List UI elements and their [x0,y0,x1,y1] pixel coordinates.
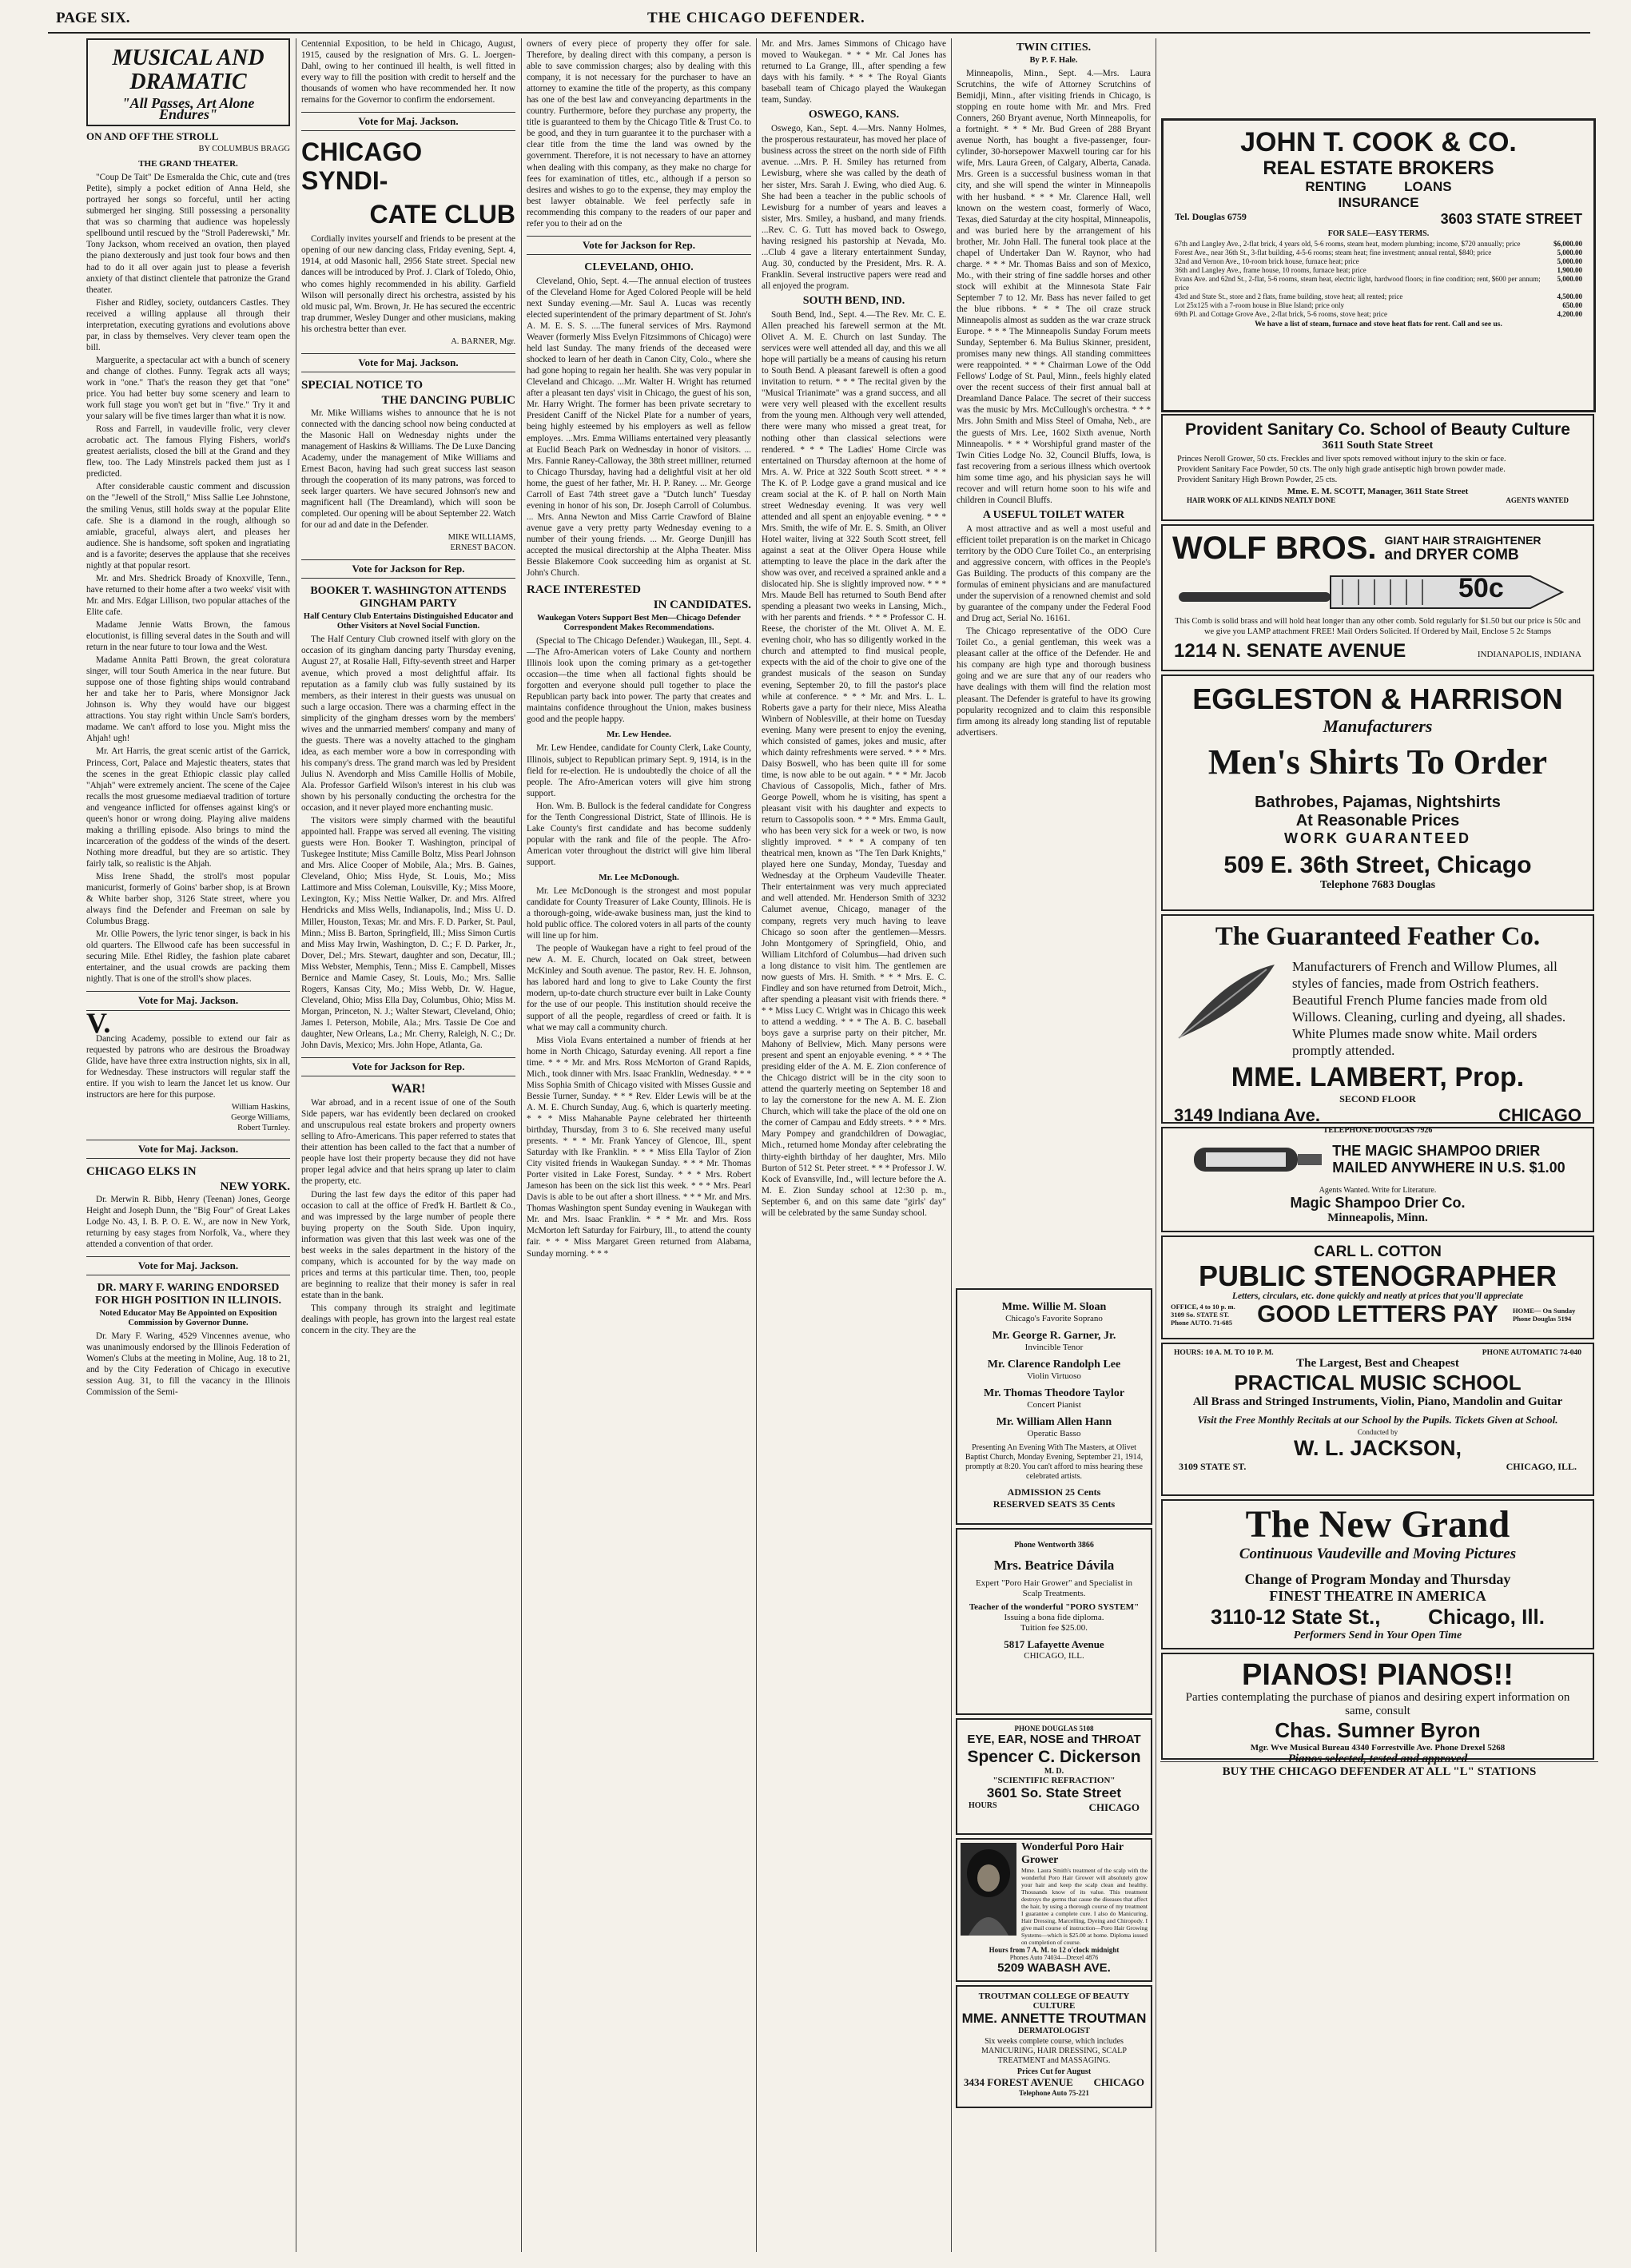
ad-body: This Comb is solid brass and will hold heat longer than any other comb. Sold regularly for $1.50 but our price is 50c and we give you LAMP attachment FREE! Mail Orders Solicited. If Ordered by Mail, Enclose 5 2c Stamps [1175,617,1581,636]
plume-illustration [1171,958,1283,1046]
performer-name: Mme. Willie M. Sloan [1001,1301,1107,1313]
paragraph: Mr. Lee McDonough is the strongest and most popular candidate for County Treasurer of Lake County, Illinois. He is a thorough-going, wide-awake business man, just the kind to hold public office. The colored voters in all parts of the county will line up for him. [527,886,751,941]
comb-icon [1179,568,1577,615]
ad-line: FINEST THEATRE IN AMERICA [1269,1588,1486,1604]
city: CHICAGO, ILL. [1024,1651,1084,1661]
phone-number: Telephone Auto 75-221 [1019,2089,1089,2097]
paper-title: THE CHICAGO DEFENDER. [647,10,865,26]
performer-name: Mr. George R. Garner, Jr. [992,1330,1116,1342]
phone-number: Telephone 7683 Douglas [1319,879,1436,891]
product-tag: and DRYER COMB [1384,546,1519,563]
signature: William Haskins, [231,1102,290,1112]
article-headline: CLEVELAND, OHIO. [584,261,694,273]
paragraph: This company through its straight and legitimate dealings with people, has grown into the largest real estate concern in the city. They are the [301,1303,515,1336]
listing-row [1175,266,1582,275]
ad-line: SECOND FLOOR [1339,1093,1416,1104]
listing-row [1175,301,1582,310]
signature: A. BARNER, Mgr. [451,336,515,346]
signature: George Williams, [231,1112,290,1122]
business-name: Spencer C. Dickerson [967,1748,1141,1766]
ad-line: REAL ESTATE BROKERS [1263,157,1494,179]
headline-fragment: V. [86,1006,111,1039]
subhead: Mr. Lew Hendee. [607,730,671,740]
paragraph: Cleveland, Ohio, Sept. 4.—The annual election of trustees of the Cleveland Home for Aged Colored People will be held next Sunday evening.—Mr. Saul A. Lucas was recently elected superintendent of the primary department of St. John's A. M. E. S. S. ....The funeral services of Mrs. Raymond Weaver (formerly Miss Evelyn Fitzsimmons of Chicago) were held last Sunday. The many friends of the deceased were shocked to learn of her death in Canon City, Colo., where she had gone hoping to regain her health. She was very popular in Cleveland and Chicago. ...Mr. Walter H. Wright has returned after a pleasant ten days' visit in Chicago, the guest of his son, Mr. Harry Wright. The former has been private secretary to President Caniff of the Nickel Plate for a number of years, being highly esteemed by his employers as well as fellow employes. ...Mrs. Emma Williams entertained very pleasantly at Euclid Beach Park on Wednesday in honor of visitors. ... Mrs. Fannie Raney-Calloway, the 38th street milliner, returned to Chicago Thursday, having had a delightful visit at her old home, the guest of her father, Mr. H. P. Raney. ... Mr. George Carroll of East 74th street gave a "Dutch lunch" Tuesday evening in honor of his son, Dr. Joseph Carroll of Columbus. ... Mrs. Anna Newton and Miss Carrie Crawford of Blaine avenue gave a very pretty party Wednesday evening to a number of their young friends. ... Mr. George Dunjill has accepted the musical directorship at the Alpha Theater. Miss Bessie Blakemore Cook succeeding him as organist at St. John's Church. [527,276,751,579]
page-number: PAGE SIX. [56,10,130,26]
ad-body: Manufacturers of French and Willow Plumes, all styles of fancies, made from Ostrich feathers. Beautiful French Plume fancies made from old Willows. Cleaning, curling and dyeing, all shades. White Plumes made snow white. Mail orders promptly attended. [1292,959,1566,1058]
paragraph: Minneapolis, Minn., Sept. 4.—Mrs. Laura Scrutchins, the wife of Attorney Scrutchins of Bemidji, Minn., after visiting friends in Chicago, is stopping en route home with Mr. and Mrs. Fred Conners, 260 Bryant avenue, North Minneapolis, for a fortnight. * * * Mr. Bud Green of 288 Bryant avenue North, has bought a five-passenger, four-cylinder, 30-horsepower Maxwell touring car for his wife, Mrs. Laura Green, of Calgary, Alberta, Canada. Mrs. Green is a successful business woman in that city, and she will spend the winter in Minneapolis with her husband. * * * Mr. Clarence Hall, well known on the western coast, formerly of Waco, Texas, died Saturday at the city hospital, Minneapolis, and was buried here by the arrangement of his brother, Mr. John Hall. The funeral took place at the chapel of Undertaker Dan W. Raynor, who had charge. * * * Mr. Thomas Baiss and son of Mexico, Mo., with their string of fine saddle horses and other stock will exhibit at the Minnesota State Fair September 7 to 12. Mr. Bass has never failed to get the blue ribbons. * * * The oil craze struck Minneapolis almost as sudden as the war craze struck Europe. * * * The Minneapolis Sunday Forum meets Sunday, September 6. Ma Bulius Skinner, president, promises many new things. All standing committees were reappointed. * * * Chairman Lowe of the Odd Fellows' Lodge of St. Paul, Minn., feels highly elated over the recent success of their first annual ball at Dreamland Dance Palace. The secret of their success was the music by Mrs. McCullough's orchestra. * * * Mrs. John Smith and Miss Steel of Omaha, Neb., are the guests of Mrs. Lee, 1602 Sixth avenue, North Minneapolis. * * * Worshipful grand master of the Twin Cities Lodge No. 32, Council Bluffs, Iowa, is fast recovering from a serious illness which overtook him some time ago, and his physician says he will recover and will return home soon to his wife and children in Council Bluffs. [957,69,1151,505]
phone-number: TELEPHONE DOUGLAS 7926 [1323,1126,1433,1135]
bottom-slogan: BUY THE CHICAGO DEFENDER AT ALL "L" STATIONS [1160,1761,1598,1779]
contact-row [1164,211,1593,228]
paragraph: (Special to The Chicago Defender.) Waukegan, Ill., Sept. 4.—The Afro-American voters of Lake County and northern Illinois look upon the coming primary as a get-together occasion—the time when all factional fights should be forgotten and everyone should pull together to place the Republican party back into power. The party that creates and maintains confidence throughout the Union, makes business good and the people happy. [527,636,751,725]
address: 509 E. 36th Street, Chicago [1223,852,1532,878]
performer-role: Concert Pianist [1027,1400,1081,1410]
listing-row [1175,240,1582,249]
product-line: Provident Sanitary High Brown Powder, 25 cts. [1177,475,1338,484]
paragraph: Fisher and Ridley, society, outdancers Castles. They received a willing applause all through their interpretation, executing gyrations and evolutions above par, in class by themselves. Very clever team open the bill. [86,297,290,352]
brand-name: THE MAGIC SHAMPOO DRIER [1332,1143,1541,1159]
business-name: WOLF BROS. [1172,531,1377,566]
section-header [86,38,290,126]
listing-price: 5,000.00 [1557,257,1582,265]
ad-body: Six weeks complete course, which includes MANICURING, HAIR DRESSING, SCALP TREATMENT and MASSAGING. [981,2037,1127,2065]
masthead [56,0,1574,30]
ad-body: Mme. Laura Smith's treatment of the scalp with the wonderful Poro Hair Grower will absolutely grow your hair and keep the scalp clean and healthy. Thousands know of its value. This treatment destroys the germs that cause the diseases that affect the hair, by using a thorough course of my treatment I guarantee a complete cure. I also do Manicuring, Hair Dressing, Marcelling, Dyeing and Chiropody. I give mail course of instruction—Poro Hair Growing Systems—which is $25.00 at home. Diploma issued on completion of course. [1021,1867,1148,1946]
ad-line: Manufacturers [1323,716,1433,736]
credential: M. D. [1044,1767,1064,1776]
listing-description: 32nd and Vernon Ave., 10-room brick house, furnace heat; price [1175,257,1359,265]
subhead: THE GRAND THEATER. [138,159,238,169]
ad-line: Prices Cut for August [1016,2067,1092,2076]
city: CHICAGO [1093,2076,1144,2088]
ad-footer: HAIR WORK OF ALL KINDS NEATLY DONE [1187,496,1336,504]
vote-notice: Vote for Jackson for Rep. [527,236,751,255]
subhead: Mr. Lee McDonough. [599,873,679,882]
business-name: JOHN T. COOK & CO. [1240,127,1517,157]
byline: BY COLUMBUS BRAGG [198,145,290,154]
pianos-ad [1161,1653,1594,1765]
business-name: PUBLIC STENOGRAPHER [1198,1259,1557,1292]
article-headline: CHICAGO ELKS IN [86,1164,197,1178]
paragraph: South Bend, Ind., Sept. 4.—The Rev. Mr. C. E. Allen preached his farewell sermon at the Mt. Olivet A. M. E. Church on last Sunday. The services were well attended all day, and this we all hope will partially be a means of causing his return to South Bend. A pleasant farewell is often a good invitation to return. * * * The recital given by the "Musical Trianimate" was a grand success, and all were very well pleased with the excellent results from the young men. Although very well attended, there were many who missed a great treat, for nothing other than classical selections were rendered. * * * The Ladies' Home Circle was entertained on Thursday afternoon at the home of Mrs. A. W. Price at 322 South Scott street. * * * The K. of P. Lodge gave a grand musical and ice cream social at the K. of P. hall on North Main street Wednesday evening. It was very well attended and all spent an enjoyable evening. * * * Mrs. Smith, the wife of Mr. E. S. Smith, an Oliver Hotel waiter, living at 322 South Scott street, fell against a seat at the Oliver Opera House while attempting to leave the place in the dark after the show was over, and received a sprained ankle and a dislocated hip. She is slightly improved now. * * * Mrs. Maude Bell has returned to South Bend after spending a pleasant two weeks in Lansing, Mich., with her parents and friends. * * * Professor C. H. Reese, the chorister of the Mt. Olivet A. M. E. evening choir, who has so diligently worked in the church and attempted to find musical people, expects with the aid of the choir to give one of the grandest musicals of the season on Sunday evening, September 20, to fill the pastor's place while at conference. * * * Mr. and Mrs. L. L. Roberts gave a party for their niece, Miss Aleatha Winbern of Noblesville, at their home on Tuesday evening. Many were present to enjoy the evening, which consisted of games, jokes and music, after which dainty refreshments were served. * * * Mrs. Daisy Boswell, who has been quite ill for some time, is now able to be out again. * * * Mr. Jacob Chavious of Cassopolis, Mich., father of Mrs. George Powell, whom he is visiting, has spent a pleasant visit with his daughter and expects to return to Cassopolis soon. * * * Mrs. Emma Gault, who has been very sick for a week or two, is now slightly improved. * * * A company of ten theatrical men, known as "The Ten Dark Knights," played here one Sunday, Monday, Tuesday and Wednesday at the Orpheum Vaudeville Theater. Their entertainment was very much appreciated and well attended. Mr. Henderson Smith of 3232 Calumet avenue, Chicago, manager of the company, regrets very much having to leave Chicago so soon after the gentlemen—Messrs. John Montgomery of Springfield, Ohio, and William Litchford of Columbus—had driven such a long distance to visit him. The gentlemen are now guests of Mrs. H. Smith. * * * Mrs. E. C. Findley and son have returned from Detroit, Mich., after spending a pleasant visit with friends there. * * * Miss Lucy C. Wright was in Chicago this week to attend a wedding. * * * The A. B. C. baseball boys gave a surprise party on their pitcher, Mr. Mahony of Bellview, Mich. Many persons were present and spent an enjoyable evening. * * * The presiding elder of the A. M. E. Zion conference of the Chicago district will be in the city soon to attend the quarterly meeting on September 18 and to lay the cornerstone for the new A. M. E. Zion Church, which will take the place of the old one on the corner of Campau and Eddy streets. * * * Mrs. Mary Pompey and grandchildren of Dowagiac, Mich., returned home Monday after celebrating the thirty-eighth birthday of her daughter, Mrs. Milo Burton of 512 St. Peter street. * * * Professor J. W. Kock of Evansville, Ind., will lecture before the A. M. E. Zion Sunday school at 12:30 p. m., September 6, and on this same date "girls' day" will be celebrated by the same Sunday school. [762,309,946,1218]
address: 5817 Lafayette Avenue [1004,1638,1104,1650]
address: 3434 FOREST AVENUE [964,2076,1073,2088]
listing-description: Evans Ave. and 62nd St., 2-flat, 5-6 rooms, steam heat, electric light, hardwood floors; in fine condition; rent, $600 per annum; price [1175,275,1541,292]
ad-line: EYE, EAR, NOSE and THROAT [967,1733,1141,1746]
section-title: MUSICAL AND DRAMATIC [112,46,265,94]
business-name: MME. ANNETTE TROUTMAN [961,2011,1147,2026]
performer-role: Chicago's Favorite Soprano [1005,1314,1103,1323]
listing-row [1175,249,1582,257]
paragraph: Marguerite, a spectacular act with a bunch of scenery and change of clothes. Funny. Tegrak acts all ways; work in "one." That's the reason they get that "one" price. You had better buy some scenery and learn to work full stage you won't get but in "five." Try it and your salary will be five times larger than what it is now. [86,355,290,422]
article-headline: RACE INTERESTED [527,583,641,597]
performer-name: Mr. William Allen Hann [996,1416,1112,1428]
vote-notice: Vote for Jackson for Rep. [301,559,515,579]
conducted-by: Conducted by [1357,1428,1398,1436]
address: 5209 WABASH AVE. [997,1961,1111,1975]
header-row [1163,1344,1593,1357]
footer-row [957,1801,1151,1814]
article-headline: OSWEGO, KANS. [808,109,900,121]
feather-ad [1161,914,1594,1135]
address: 3110-12 State St., [1211,1605,1381,1629]
provident-ad [1161,414,1594,521]
article-subhead: Waukegan Voters Support Best Men—Chicago Defender Correspondent Makes Recommendations. [537,614,741,633]
magic-ad [1161,1127,1594,1232]
city: INDIANAPOLIS, INDIANA [1477,650,1581,659]
article-headline: DR. MARY F. WARING ENDORSED FOR HIGH POSITION IN ILLINOIS. [95,1282,281,1307]
business-name: EGGLESTON & HARRISON [1192,682,1563,715]
performer-name: Mr. Thomas Theodore Taylor [983,1387,1125,1399]
article-subhead: Half Century Club Entertains Distinguished Educator and Other Visitors at Novel Social Function. [303,612,514,631]
ad-line: Tuition fee $25.00. [1020,1623,1088,1633]
paragraph: Mr. and Mrs. James Simmons of Chicago have moved to Waukegan. * * * Mr. Cal Jones has returned to La Grange, Ill., after spending a few days with his family. * * * The Royal Giants baseball team of Chicago played the Waukegan team, Sunday. [762,39,946,105]
address: 1214 N. SENATE AVENUE [1174,640,1406,662]
ad-line: Teacher of the wonderful "PORO SYSTEM" [969,1602,1140,1612]
performer-role: Operatic Basso [1027,1429,1081,1438]
address: 3603 STATE STREET [1440,211,1582,227]
phone-number: PHONE AUTOMATIC 74-040 [1482,1349,1581,1357]
address: 3611 South State Street [1322,440,1434,452]
city: CHICAGO [1088,1801,1140,1813]
city: Minneapolis, Minn. [1327,1212,1428,1224]
article-headline: IN CANDIDATES. [653,599,751,612]
new-grand-ad [1161,1499,1594,1649]
article-headline: SOUTH BEND, IND. [802,294,905,307]
paragraph: Mr. Art Harris, the great scenic artist of the Garrick, Princess, Cort, Palace and Majestic theaters, states that the scenes in the great Ethiopic classic play called "Ahjah" were extremely ancient. The scene of the Cajee recalls the most gruesome mediaeval tradition of torture and vengeance inflicted for offenses against king's or queen's honor or wrong doing. Playing alive maidens making a thrilling episode. Also brings to mind the incarceration of the goddess of the winds of the desert. Nothing more dreadful, but they are so artistic. They fairly talk, so realistic is the Ahjah. [86,746,290,869]
ad-line: RENTING LOANS [1305,179,1452,194]
listing-price: 5,000.00 [1557,275,1582,283]
business-name: Provident Sanitary Co. School of Beauty Culture [1185,420,1570,439]
listing-price: 1,900.00 [1557,266,1582,274]
hours: HOURS: 10 A. M. TO 10 P. M. [1174,1349,1274,1357]
footer-row [1163,1461,1593,1473]
article-headline: CATE CLUB [369,200,515,229]
performer-role: Invincible Tenor [1024,1343,1084,1352]
poro-ad [956,1838,1152,1982]
column-rule [521,38,522,2252]
listing-description: Lot 25x125 with a 7-room house in Blue Island; price only [1175,301,1344,309]
paragraph: The visitors were simply charmed with the beautiful appointed hall. Frappe was served all evening. The visiting guests were Hon. Booker T. Washington, principal of Tuskegee Institute; Miss Camille Boltz, Miss Pearl Johnson and Mrs. Alice Cooper of Mobile, Ala.; Mrs. B. Gaines, Cleveland, Ohio; Miss Hyde, St. Louis, Mo.; Miss Lattimore and Miss Coleman, Louisville, Ky.; Miss Moore, Lexington, Ky.; Miss Nettie Walker, Dr. and Mrs. Alfred Hendricks and Miss Wells, Indianapolis, Ind.; Miss U. D. Miller, Houston, Texas; Mr. and Mrs. F. D. Parker, St. Paul, Minn.; Miss B. Barton, Springfield, Ill.; Miss Simon Curtis and Miss May Irwin, Washington, D. C.; F. D. Parker, Jr., Dover, Del.; Mrs. Stewart, daughter and son, Decatur, Ill.; Miss Webster, Memphis, Tenn.; Miss E. Campbell, Misses Bernice and Mamie Casey, St. Louis, Mo.; Mrs. Sallie Rogers, Kansas City, Mo.; Miss Webb, Dr. W. Hague, Cleveland, Ohio; Miss Ella Day, Columbus, Ohio; Miss M. Morgan, Princeton, N. J.; Walter Stewart, Cleveland, Ohio; James I. Peterson, Mobile, Ala.; Mrs. Tassie De Coe and daughter, New Orleans, La.; Mr. Cherry, Raleigh, N. C.; Dr. John Davis, Mexico; Mrs. John Hope, Atlanta, Ga. [301,816,515,1051]
reserved-price: RESERVED SEATS 35 Cents [993,1498,1116,1510]
home-info: HOME— On Sunday Phone Douglas 5194 [1513,1307,1576,1323]
performer-role: Violin Virtuoso [1027,1371,1081,1381]
paragraph: A most attractive and as well a most useful and efficient toilet preparation is on the market in Chicago territory by the ODO Cure Toilet Co., an enterprising and aggressive concern, with offices in the People's Gas Building. The products of this company are the formulas of eminent physicians and are manufactured under the supervision of a renowned chemist and sold by guarantee of the company under the Federal Food and Drug act, Serial No. 16161. [957,523,1151,624]
phone-number: Phones Auto 74034—Drexel 4876 [1009,1954,1099,1961]
ad-footer: Pianos selected, tested and approved [1287,1753,1468,1765]
music-school-ad [1161,1343,1594,1496]
paragraph: Oswego, Kan., Sept. 4.—Mrs. Nanny Holmes, the prosperous restaurateur, has moved her place of business across the street on the north side of Fifth avenue. ...Mrs. P. H. Smiley has returned from Lewisburg, where she was called by the death of her sister, Mrs. Sarah J. Ewing, who died Aug. 6. She had been a teacher in the public schools of Lewisburg for a number of years and leaves a sister, Mrs. Smiley, a husband, and many friends. ...Rev. C. G. Tutt has moved back to Oswego, having resigned his pastorship at Nevada, Mo. ...Club 4 gave a literary entertainment Sunday, Aug. 30, conducted by the President, Mrs. R. A. Franklin. Several instructive papers were read and all enjoyed the program. [762,124,946,291]
listing-price: 650.00 [1562,301,1582,309]
address: 3109 STATE ST. [1179,1461,1247,1472]
troutman-ad [956,1985,1152,2108]
city: Chicago, Ill. [1428,1605,1545,1629]
paragraph: "Coup De Tait" De Esmeralda the Chic, cute and (tres Petite), simply a pocket edition of Anna Held, she portrayed her songs so forceful, until her acting submerged her singing. Still possessing a personality that was so charming that audience was hopelessly spellbound until rescued by the "Stroll Paderewski," Mr. Tony Jackson, whom received an ovation, then played the piano dexterously and just took four bows and then had to do it all over again just to please a feverish anxiety of that distinct clientele that patronize the Grand theater. [86,173,290,295]
footer-row [957,2076,1151,2089]
paragraph: Dancing Academy, possible to extend our fair as requested by patrons who are desirous the Broadway Glide, have have three extra instruction nights, six in all, for Wednesday. These instructors will regular staff the entire. If you wish to learn the Jancet let us know. Our instructors are here for this purpose. [86,1033,290,1100]
headline: PIANOS! PIANOS!! [1242,1658,1514,1692]
proprietor-name: Chas. Sumner Byron [1275,1718,1481,1742]
ad-line: TROUTMAN COLLEGE OF BEAUTY CULTURE [978,1991,1130,2011]
footer-row [1163,1105,1593,1126]
slogan: GOOD LETTERS PAY [1257,1301,1498,1327]
paragraph: The people of Waukegan have a right to feel proud of the new A. M. E. Church, located on Oak street, between McKinley and South avenue. The pastor, Rev. H. E. Johnson, has labored hard and long to give to Lake County the first modern, up-to-date church structure ever built in Lake County for the use of our people. This institution should receive the support of all the people, regardless of creed or faith. It is what we may call a community church. [527,944,751,1033]
signature: Robert Turnley. [237,1123,290,1132]
mail-price: MAILED ANYWHERE IN U.S. $1.00 [1332,1160,1565,1176]
listing-price: 4,500.00 [1557,292,1582,300]
vote-notice: Vote for Maj. Jackson. [86,1256,290,1275]
listing-price: $6,000.00 [1553,240,1582,248]
signature: ERNEST BACON. [450,543,515,553]
ad-line: Continuous Vaudeville and Moving Pictures [1239,1546,1517,1562]
listing-row [1175,310,1582,319]
vote-notice: Vote for Jackson for Rep. [301,1057,515,1076]
ad-line: Expert "Poro Hair Grower" and Specialist in Scalp Treatments. [976,1578,1132,1598]
paragraph: Hon. Wm. B. Bullock is the federal candidate for Congress for the Tenth Congressional District, State of Illinois. He is Lake County's first candidate and has become suddenly popular with the rank and file of the people. The Afro-American voter throughout the district will give him liberal support. [527,801,751,867]
column-2 [301,38,515,2252]
dickerson-ad [956,1718,1152,1835]
paragraph: The Chicago representative of the ODO Cure Toilet Co., a genial gentleman, this week was a pleasant caller at the office of the Defender. He and his company are high type and thorough business going and we are sure that any of our readers who have dealings with them will find the relation most pleasant. The Defender is grateful to have its growing popularity recognized and to claim this responsible firm among its already long standing list of reputable advertisers. [957,627,1151,738]
ad-line: Letters, circulars, etc. done quickly and neatly at prices that you'll appreciate [1231,1291,1524,1301]
paragraph: Dr. Mary F. Waring, 4529 Vincennes avenue, who was unanimously endorsed by the Illinois Federation of Women's Clubs at the meeting in Moline, Aug. 18 to 21, and by the City Federation of Chicago in executive session Aug. 31, to fill the vacancy in the Illinois Commission of the Semi- [86,1331,290,1398]
vote-notice: Vote for Maj. Jackson. [301,353,515,372]
ad-footer: AGENTS WANTED [1506,496,1569,504]
article-headline: SPECIAL NOTICE TO [301,378,423,392]
listing-description: Forest Ave., near 36th St., 3-flat building, 4-5-6 rooms; steam heat; fine investment; annual rental, $840; price [1175,249,1492,257]
column-3 [527,38,751,2252]
feather-icon [1171,958,1283,1046]
ad-line: At Reasonable Prices [1295,812,1460,830]
article-headline: TWIN CITIES. [1016,42,1092,54]
ad-line: Agents Wanted. Write for Literature. [1319,1186,1437,1195]
product-tag: GIANT HAIR STRAIGHTENER [1384,533,1541,547]
proprietor-name: MME. LAMBERT, Prop. [1231,1062,1525,1092]
column-4 [762,38,946,2252]
article-headline: THE DANCING PUBLIC [381,393,515,407]
paragraph: Madame Jennie Watts Brown, the famous elocutionist, is filling several dates in the South and will return in the near future to tour Iowa and the West. [86,619,290,653]
paragraph: Centennial Exposition, to be held in Chicago, August, 1915, caused by the resignation of Mrs. G. L. Joergen-Dahl, owing to her continued ill health, is well fitted in every way to fill the position with credit to herself and the thousands of women who have recommended her. It now remains for the Governor to confirm the endorsement. [301,39,515,105]
city: CHICAGO, ILL. [1506,1461,1577,1472]
listing-description: 36th and Langley Ave., frame house, 10 rooms, furnace heat; price [1175,266,1366,274]
ad-line: All Brass and Stringed Instruments, Violin, Piano, Mandolin and Guitar [1192,1395,1563,1408]
listing-row [1175,292,1582,301]
article-headline: NEW YORK. [220,1180,290,1193]
proprietor-name: W. L. JACKSON, [1293,1436,1462,1460]
ad-body: Parties contemplating the purchase of pianos and desiring expert information on same, consult [1185,1691,1570,1717]
paragraph: Mr. Lew Hendee, candidate for County Clerk, Lake County, Illinois, subject to Republican primary Sept. 9, 1914, is in the field for re-election. He is undoubtedly the choice of all the people. The Afro-American voters will give him strong support. [527,743,751,798]
phone-number: Phone Wentworth 3866 [1014,1541,1094,1550]
phone-number: PHONE DOUGLAS 5108 [1014,1725,1094,1733]
vote-notice: Vote for Maj. Jackson. [301,112,515,131]
article-headline: BOOKER T. WASHINGTON ATTENDS GINGHAM PARTY [310,585,507,611]
concert-ad [956,1288,1152,1525]
business-name: The Guaranteed Feather Co. [1215,922,1541,951]
phone-number: Tel. Douglas 6759 [1175,211,1247,222]
eggleston-ad [1161,674,1594,911]
event-description: Presenting An Evening With The Masters, at Olivet Baptist Church, Monday Evening, September 21, 1914, promptly at 8:20. You can't afford to miss hearing these celebrated artists. [965,1443,1144,1481]
column-rule [756,38,757,2252]
column-title: ON AND OFF THE STROLL [86,130,219,143]
admission-price: ADMISSION 25 Cents [1007,1486,1101,1498]
contact-row: Mgr. Wve Musical Bureau 4340 Forrestville Ave. Phone Drexel 5268 [1250,1743,1506,1753]
ad-footer: Performers Send in Your Open Time [1293,1629,1462,1641]
ad-line: Bathrobes, Pajamas, Nightshirts [1255,794,1501,811]
article-subhead: Noted Educator May Be Appointed on Exposition Commission by Governor Dunne. [99,1309,277,1328]
paragraph: Miss Irene Shadd, the stroll's most popular manicurist, formerly of Goins' barber shop, is at Brown & White barber shop, 3126 State street, where you always find the Defender and Freeman on sale by Columbus Bragg. [86,872,290,927]
paragraph: Mr. Mike Williams wishes to announce that he is not connected with the dancing school now being conducted at the Masonic Hall on Wednesday nights under the management of Haskins & Williams. The De Luxe Dancing Academy, under the management of Mike Williams and Ernest Bacon, having had such great success last season through the cooperation of its many patrons, was forced to seek larger quarters. We have secured Johnson's new and magnificent hall (The Dreamland), which will soon be completed. Our opening will be about September 22. Watch for our ad and date in the Defender. [301,408,515,531]
address: 3149 Indiana Ave. [1174,1105,1321,1125]
article-headline: A USEFUL TOILET WATER [982,508,1125,521]
product-line: Princes Neroll Grower, 50 cts. Freckles and liver spots removed without injury to the skin or face. [1177,455,1506,464]
paragraph: Mr. Ollie Powers, the lyric tenor singer, is back in his old quarters. The Ellwood cafe has been successful in securing Mile. Ethel Ridley, the fashion plate cabaret entertainer, and the usual crowds are packing them nightly. That is one of the stroll's show places. [86,929,290,985]
article-headline: CHICAGO SYNDI- [301,137,423,196]
city: CHICAGO [1498,1105,1581,1125]
paragraph: After considerable caustic comment and discussion on the "Jewell of the Stroll," Miss Sallie Lee Johnstone, the smiling Venus, still holds sway at the popular Elite cafe. She is a diamond in the rough, although so amiable, graceful, always alert, and pleases her audience. She is handsome, soft spoken and ingratiating and is a favorite; deserves the applause that she receives nightly at that popular resort. [86,482,290,571]
comb-illustration [1179,568,1577,615]
paragraph: Madame Annita Patti Brown, the great coloratura singer, will tour South America in the near future. But suppose one of those fighting ships would contraband her and take her to Paris, where Monsignor Jack Johnson is. Why they would have our biggest attractions. You stay right within Uncle Sam's borders, madame. We can't afford to lose you. Might miss the Ahjah! ugh! [86,655,290,744]
signature: MIKE WILLIAMS, [448,533,515,543]
proprietor-name: CARL L. COTTON [1314,1243,1442,1260]
paragraph: The Half Century Club crowned itself with glory on the occasion of its gingham dancing party Thursday evening, August 27, at Rosalie Hall, Fifty-seventh street and Harper avenue, which proved a most delightful affair. Its reputation as a family club was fully sustained by its members, as their interest in their guests was unusual on such a large occasion. There was a charming effect in the simplicity of the gingham dresses worn by the members' wives and the unmarried members' company and many of the guests. There was a novelty attached to the gingham idea, as each member wore a bow in corresponding with his company's dress. The grand march was led by President Julius N. Avendorph and Miss Camille Hollis of Mobile, Ala. Professor Garfield Wilson's interest in his club was shown by his personally conducting the orchestra for the occasion, and it never played more enchanting music. [301,635,515,814]
portrait-icon [961,1843,1016,1936]
listing-table [1175,240,1582,319]
cook-ad [1161,118,1596,412]
listing-price: 5,000.00 [1557,249,1582,257]
headline: Men's Shirts To Order [1207,742,1548,782]
listing-description: 43rd and State St., store and 2 flats, frame building, stove heat; all rented; price [1175,292,1403,300]
drier-icon [1190,1133,1326,1186]
vote-notice: Vote for Maj. Jackson. [86,991,290,1010]
paragraph: During the last few days the editor of this paper had occasion to call at the office of Fred'k H. Bartlett & Co., and was impressed by the large number of people there buying property on the South Side. Upon inquiry, information was given that this last week was one of the best weeks in the sales department in the history of the company, which is accounted for by the way made on prices and terms at this particular time. Then, too, people are beginning to realize that their money is safer in real estate than in the bank. [301,1189,515,1300]
column-rule [951,38,952,2252]
sale-heading: FOR SALE—EASY TERMS. [1327,229,1430,238]
price: 50c [1458,573,1504,603]
paragraph: Cordially invites yourself and friends to be present at the opening of our new dancing class, Friday evening, Sept. 4, 1914, at odd Masonic hall, 2956 State street. Special new dances will be introduced by Prof. J. Clark of Toledo, Ohio, who comes highly recommended in his ability. Garfield Wilson will personally direct his orchestra, assisted by his old music pal, Wm. Brown, Jr. He has secured the eccentric trap drummer, Wesley Dunger and other musicians, making his orchestra better than ever. [301,234,515,334]
footer-row [1163,1605,1593,1629]
column-5 [957,38,1151,1285]
portrait-image [961,1843,1016,1936]
paragraph: Ross and Farrell, in vaudeville frolic, very clever acrobatic act. The famous Flying Fishers, world's greatest aerialists, closed the bill at the Grand and they flew, too. The Lady Minstrels packed them just as I predicted. [86,424,290,479]
ad-line: "SCIENTIFIC REFRACTION" [993,1776,1116,1785]
listing-price: 4,200.00 [1557,310,1582,318]
ad-line: Issuing a bona fide diploma. [1004,1613,1104,1622]
office-info: OFFICE, 4 to 10 p. m. 3109 So. STATE ST. Phone AUTO. 71-685 [1171,1303,1235,1327]
paragraph: owners of every piece of property they offer for sale. Therefore, by dealing direct with this company, a person is able to save commission charges; also by dealing with this company, it is not necessary for the purchaser to have an attorney to examine the title of the property, as this company has one of the best law and conveyancing departments in the country. Furthermore, before they purchase any property, the title is guaranteed to them by the Chicago Title & Trust Co. to be good, and they in turn guarantee it to the purchaser with a clear title from the time the land was owned by the government. Therefore, it is not necessary to have an attorney when dealing with this company, as they make no charge for fees for examination of titles, etc., although if a person so desires and wishes to go to the expense, they may employ the best lawyer obtainable. We feel perfectly safe in recommending this company to the readers of our paper and refer you to their ad on the [527,39,751,229]
paragraph: Miss Viola Evans entertained a number of friends at her home in North Chicago, Saturday evening. All report a fine time. * * * Mr. and Mrs. Ross McMorton of Grand Rapids, Mich., took dinner with Mrs. Isaac Franklin, Wednesday. * * * Miss Sophia Smith of Chicago visited with Misses Gussie and Bessie Turner, Sunday. * * * Rev. Elder Lewis will be at the A. M. E. Church Sunday, Aug. 6, which is quarterly meeting. * * * Miss Mahanable Payne celebrated her thirteenth birthday, Thursday, from 3 to 6. She received many useful presents. * * * Mr. Frank Yancey of Glencoe, Ill., spent Saturday with Ike Franklin. * * * Miss Ella Taylor of Zion City visited friends in Waukegan Sunday. * * * Mr. Thomas Porter visited in Lake Forest, Sunday. * * * Mrs. Robert Jameson has been on the sick list this week. * * * Mrs. Pearl Davis is able to be out after a short illness. * * * Mr. and Mrs. Thomas Washington spent Sunday evening in Waukegan with Mr. and Mrs. Isaac Franklin. * * * Mr. and Mrs. Ross McMorton left Saturday for Fairbury, Ill., to attend the county fair. * * * Miss Margaret Green returned from Alabama, Sunday morning. * * * [527,1035,751,1259]
column-1 [86,38,290,2252]
hours: Hours from 7 A. M. to 12 o'clock midnight [989,1946,1120,1954]
hours-label: HOURS [969,1801,997,1810]
top-rule [48,32,1590,34]
paragraph: Mr. and Mrs. Shedrick Broady of Knoxville, Tenn., have returned to their home after a two weeks' visit with Mr. and Mrs. Edgar Lillison, two popular attaches of the Elite cafe. [86,573,290,617]
cotton-ad [1161,1235,1594,1339]
listing-row [1175,257,1582,266]
listing-description: 69th Pl. and Cottage Grove Ave., 2-flat brick, 5-6 rooms, stove heat; price [1175,310,1388,318]
ad-line: Visit the Free Monthly Recitals at our School by the Pupils. Tickets Given at School. [1197,1414,1558,1426]
ad-line: WORK GUARANTEED [1284,830,1471,846]
article-headline: WAR! [391,1082,426,1096]
davila-ad [956,1528,1152,1715]
product-line: Provident Sanitary Face Powder, 50 cts. The only high grade antiseptic high brown powder made. [1177,465,1506,474]
performer-name: Mr. Clarence Randolph Lee [987,1359,1121,1371]
paragraph: Dr. Merwin R. Bibb, Henry (Teenan) Jones, George Height and Joseph Dunn, the "Big Four" of Great Lakes Lodge No. 43, I. B. P. O. E. W., are now in New York, returning by easy stages from Norfolk, Va., where they attended a convention of that order. [86,1194,290,1250]
business-name: PRACTICAL MUSIC SCHOOL [1234,1371,1522,1395]
paragraph: War abroad, and in a recent issue of one of the South Side papers, war has evidently been declared on crooked and unscrupulous real estate brokers and property owners selling to Afro-Americans. This paper referred to states that their attention has been called to the fact that a number of people have lost their property because they did not have proper legal advice and that heirs sprang up later to claim the property, etc. [301,1098,515,1187]
ad-line: Change of Program Monday and Thursday [1244,1571,1511,1587]
vote-notice: Vote for Maj. Jackson. [86,1140,290,1159]
ad-line: INSURANCE [1338,195,1419,210]
address: 3601 So. State Street [986,1785,1122,1800]
business-name: The New Grand [1245,1503,1510,1546]
byline: By P. F. Hale. [1029,56,1078,65]
listing-row [1175,275,1582,292]
manager-line: Mme. E. M. SCOTT, Manager, 3611 State Street [1287,487,1469,496]
business-name: Magic Shampoo Drier Co. [1290,1195,1466,1211]
ad-title: Wonderful Poro Hair Grower [1021,1841,1124,1866]
section-motto: "All Passes, Art Alone Endures" [121,95,255,123]
footer-row [1163,496,1593,504]
ad-line: DERMATOLOGIST [1018,2027,1090,2035]
ad-line: The Largest, Best and Cheapest [1296,1357,1459,1370]
business-name: Mrs. Beatrice Dávila [993,1558,1115,1573]
listing-description: 67th and Langley Ave., 2-flat brick, 4 years old, 5-6 rooms, steam heat, modern plumbing; income, $720 annually; price [1175,240,1521,248]
wolf-ad [1161,524,1594,671]
ad-footer: We have a list of steam, furnace and stove heat flats for rent. Call and see us. [1255,320,1502,328]
